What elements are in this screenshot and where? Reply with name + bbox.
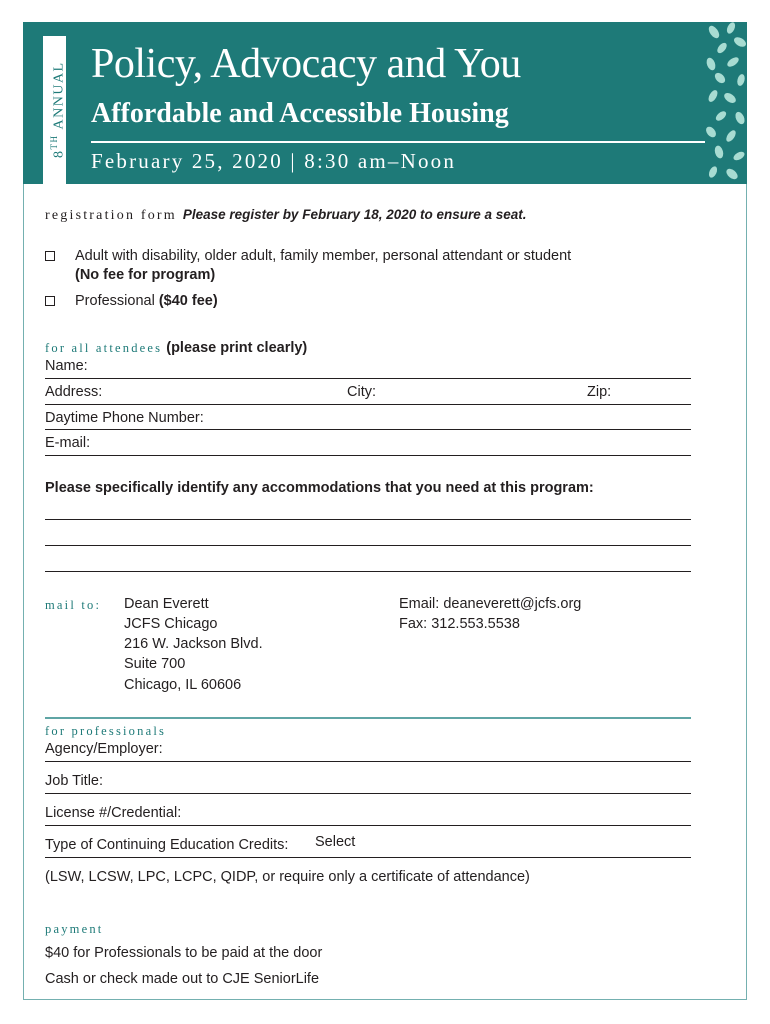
mail-address-line: JCFS Chicago (124, 616, 218, 632)
event-subtitle: Affordable and Accessible Housing (91, 98, 509, 129)
license-label: License #/Credential: (45, 805, 182, 821)
leaf-pattern-icon (705, 22, 747, 184)
contact-fax: Fax: 312.553.5538 (399, 616, 520, 632)
job-title-label: Job Title: (45, 773, 104, 789)
registration-deadline-note: Please register by February 18, 2020 to ensure a seat. (182, 207, 527, 222)
professionals-heading: for professionals (45, 724, 167, 738)
professional-option-label: Professional ($40 fee) (75, 293, 218, 309)
professional-checkbox[interactable] (45, 296, 55, 306)
no-fee-option-label: Adult with disability, older adult, family member, personal attendant or student (75, 248, 572, 264)
phone-label: Daytime Phone Number: (45, 410, 204, 426)
header-banner (23, 22, 747, 184)
no-fee-checkbox[interactable] (45, 251, 55, 261)
accommodations-line-2[interactable] (45, 545, 691, 546)
mail-address-line: 216 W. Jackson Blvd. (124, 636, 263, 652)
zip-label: Zip: (587, 384, 612, 400)
agency-label: Agency/Employer: (45, 741, 163, 757)
credits-field[interactable] (45, 857, 691, 858)
name-field[interactable] (45, 378, 691, 379)
credits-select[interactable]: Select (312, 834, 358, 850)
accommodations-line-1[interactable] (45, 519, 691, 520)
payment-line-2: Cash or check made out to CJE SeniorLife (45, 971, 320, 987)
contact-email: Email: deaneverett@jcfs.org (399, 596, 582, 612)
job-title-field[interactable] (45, 793, 691, 794)
credits-label: Type of Continuing Education Credits: (45, 837, 289, 853)
mail-address-line: Dean Everett (124, 596, 209, 612)
payment-line-1: $40 for Professionals to be paid at the door (45, 945, 323, 961)
email-field[interactable] (45, 455, 691, 456)
section-divider (45, 717, 691, 719)
phone-field[interactable] (45, 429, 691, 430)
event-date-time: February 25, 2020 | 8:30 am–Noon (91, 149, 457, 173)
mail-address-line: Chicago, IL 60606 (124, 677, 242, 693)
agency-field[interactable] (45, 761, 691, 762)
city-label: City: (347, 384, 376, 400)
email-label: E-mail: (45, 435, 91, 451)
no-fee-note: (No fee for program) (75, 267, 216, 283)
payment-heading: payment (45, 922, 104, 936)
annual-label: 8TH ANNUAL (49, 61, 67, 159)
accommodations-line-3[interactable] (45, 571, 691, 572)
print-clearly-note: (please print clearly) (166, 340, 308, 356)
option-professional (45, 292, 685, 311)
event-title: Policy, Advocacy and You (91, 41, 521, 87)
mail-address-line: Suite 700 (124, 656, 186, 672)
accommodations-label: Please specifically identify any accommodations that you need at this program: (45, 480, 594, 496)
mail-to-heading: mail to: (45, 598, 102, 612)
registration-line (45, 206, 527, 224)
license-field[interactable] (45, 825, 691, 826)
address-label: Address: (45, 384, 103, 400)
banner-divider (91, 141, 705, 143)
credits-note: (LSW, LCSW, LPC, LCPC, QIDP, or require only a certificate of attendance) (45, 869, 530, 885)
address-field[interactable] (45, 404, 691, 405)
name-label: Name: (45, 358, 88, 374)
option-no-fee (45, 247, 685, 285)
attendees-heading: for all attendees (please print clearly) (45, 340, 308, 356)
registration-heading: registration form (45, 208, 177, 223)
